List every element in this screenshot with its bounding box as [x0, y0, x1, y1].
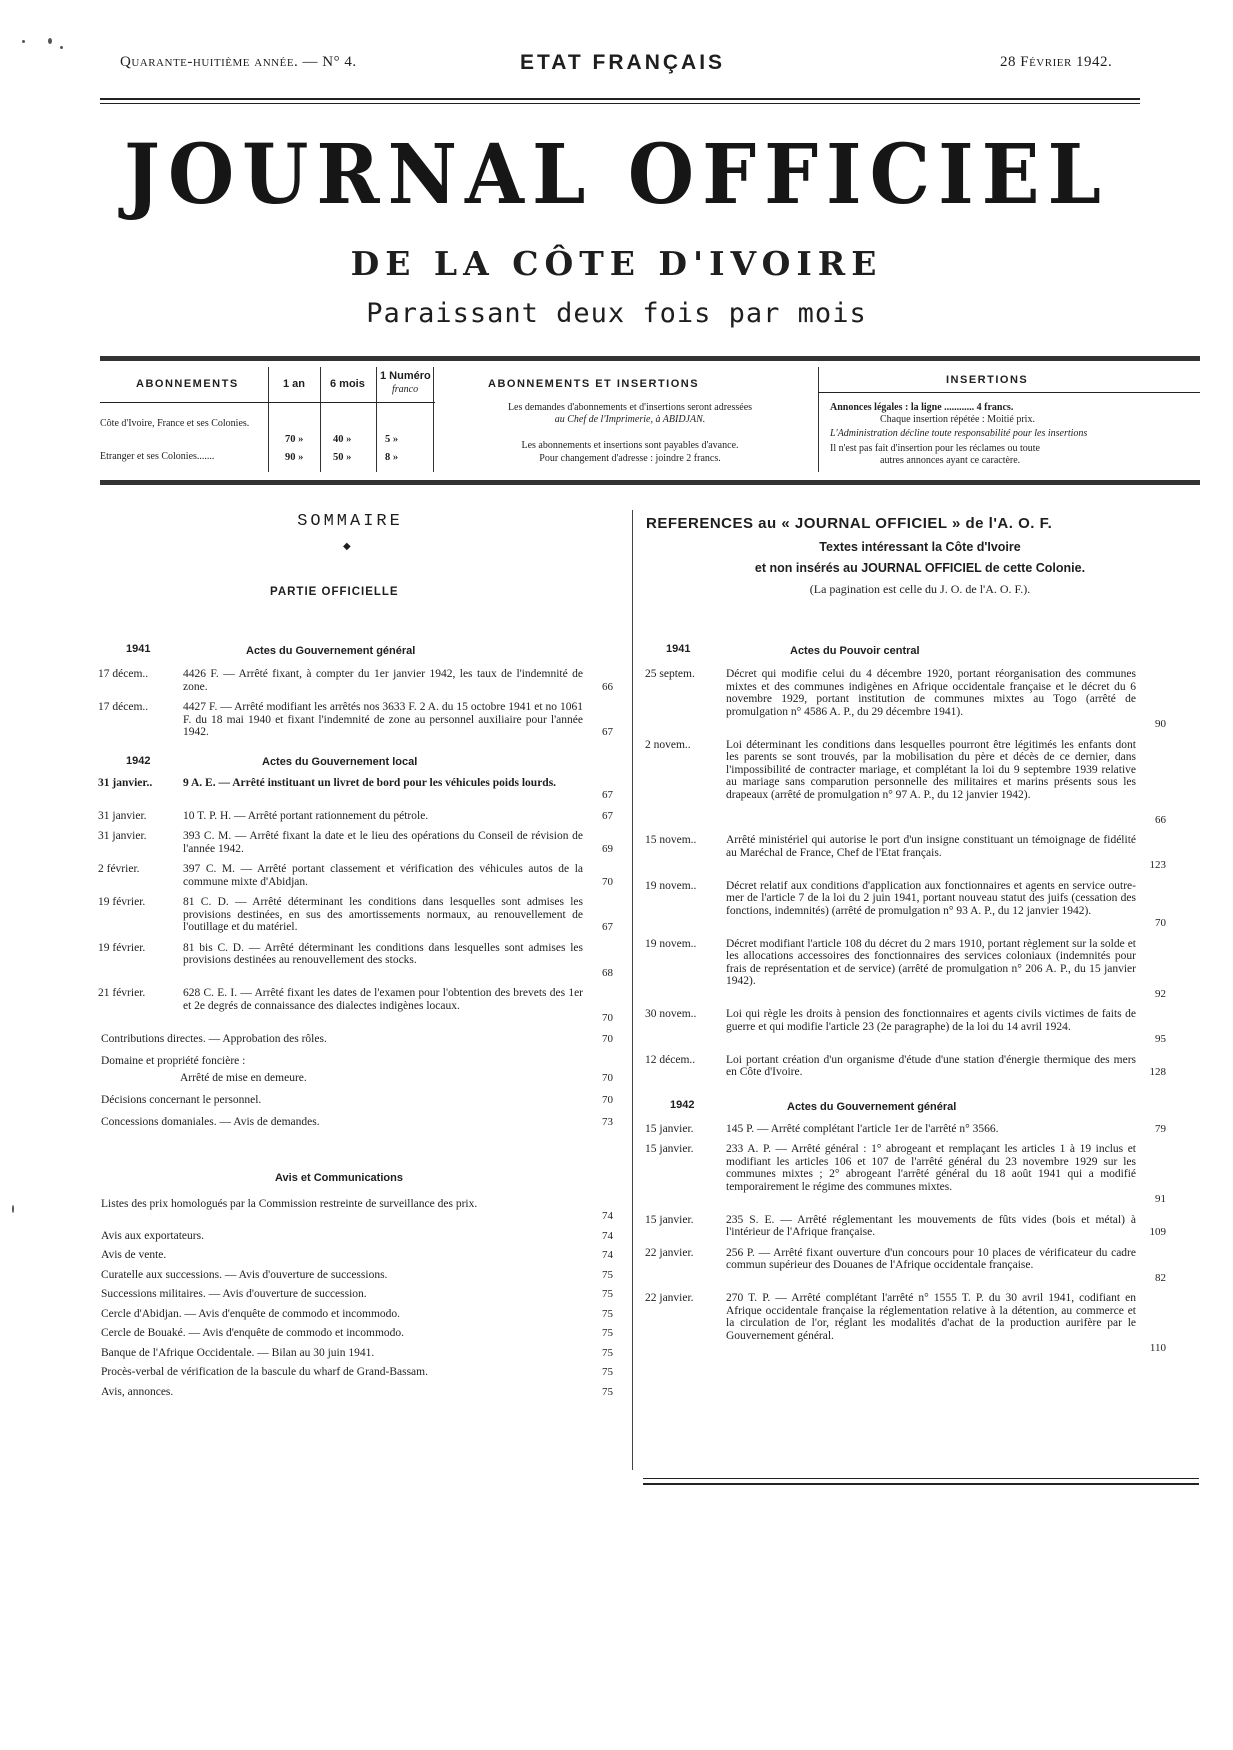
- entry-date: 31 janvier.: [98, 809, 147, 822]
- divider: [818, 367, 819, 472]
- entry-page: 67: [602, 921, 613, 933]
- entry-text: Cercle d'Abidjan. — Avis d'enquête de commodo et incommodo.: [101, 1307, 401, 1320]
- entry-date: 17 décem..: [98, 668, 149, 680]
- entry-page: 67: [602, 809, 613, 822]
- header-rule-thin: [100, 103, 1140, 104]
- entry-text: 4427 F. — Arrêté modifiant les arrêtés nos 3633 F. 2 A. du 15 octobre 1941 et no 1061 F. du 18 mai 1940 et fixant l'indemnité de zone au personnel auxiliaire pour l'année 1942.: [183, 701, 583, 738]
- ornament-icon: ◆: [343, 541, 351, 552]
- entry-text: 10 T. P. H. — Arrêté portant rationnement du pétrole.: [183, 809, 429, 822]
- issue-date: 28 Février 1942.: [1000, 54, 1113, 70]
- entry-text: 270 T. P. — Arrêté complétant l'arrêté n° 1555 T. P. du 30 avril 1941, codifiant en Afrique occidentale française la réglementation relative à la détention, au commerce et la circulation de l'or, réglant les modalités d'achat de la production aurifère par le Gouvernement général.: [726, 1292, 1136, 1342]
- scan-speck: [22, 40, 25, 43]
- entry-text: 4426 F. — Arrêté fixant, à compter du 1er janvier 1942, les taux de l'indemnité de zone.: [183, 668, 583, 693]
- entry-page: 90: [1155, 718, 1166, 730]
- partie-officielle: PARTIE OFFICIELLE: [270, 586, 399, 598]
- issue-number: Quarante-huitième année. — N° 4.: [120, 54, 357, 70]
- avis-title: Avis et Communications: [275, 1171, 403, 1184]
- entry-page: 69: [602, 842, 613, 855]
- section-year: 1942: [126, 754, 151, 767]
- entry-page: 75: [602, 1307, 613, 1320]
- entry-page: 74: [602, 1229, 613, 1242]
- sommaire-title: SOMMAIRE: [297, 512, 403, 531]
- entry-page: 92: [1155, 987, 1166, 1000]
- entry-page: 75: [602, 1327, 613, 1339]
- entry-page: 75: [602, 1366, 613, 1378]
- price-six-france: 40 »: [333, 434, 352, 445]
- price-issue-foreign: 8 »: [385, 452, 399, 463]
- insertions-header: INSERTIONS: [946, 374, 1029, 386]
- entry-text: Arrêté ministériel qui autorise le port d'un insigne constituant un témoignage de fidélité au Maréchal de France, Chef de l'Etat français.: [726, 834, 1136, 859]
- entry-page: 74: [602, 1210, 613, 1222]
- price-year-france: 70 »: [285, 434, 304, 445]
- box-bottom-rule: [100, 480, 1200, 485]
- references-sub3: (La pagination est celle du J. O. de l'A. O. F.).: [809, 582, 1031, 596]
- entry-date: 22 janvier.: [645, 1246, 694, 1259]
- entry-text: 393 C. M. — Arrêté fixant la date et le lieu des opérations du Conseil de révision de l'année 1942.: [183, 830, 583, 855]
- entry-page: 74: [602, 1249, 613, 1261]
- entry-text: Loi portant création d'un organisme d'étude d'une station d'énergie thermique des mers en Côte d'Ivoire.: [726, 1053, 1136, 1078]
- entry-page: 67: [602, 789, 613, 801]
- entry-date: 15 novem..: [645, 834, 697, 846]
- entry-date: 19 février.: [98, 941, 146, 954]
- col-issue: 1 Numéro: [380, 370, 431, 382]
- entry-text: 233 A. P. — Arrêté général : 1° abrogeant et remplaçant les articles 1 à 19 inclus et modifiant les articles 106 et 107 de l'arrêté général du 23 novembre 1929 sur les communes mixtes ; 2° abrogeant l'arrêté général du 18 août 1941 qui a modifié temporairement le régime des communes mixtes.: [726, 1143, 1136, 1193]
- header-rule: [100, 98, 1140, 100]
- insertions-line: L'Administration décline toute responsabilité pour les insertions: [830, 428, 1088, 439]
- entry-text: 235 S. E. — Arrêté réglementant les mouvements de fûts vides (bois et métal) à l'intérieur de l'Afrique française.: [726, 1213, 1136, 1238]
- box-inner-rule: [818, 392, 1200, 393]
- entry-date: 21 février.: [98, 987, 146, 999]
- entry-text: Loi déterminant les conditions dans lesquelles pourront être légitimés les enfants dont les parents se sont trouvés, par la mobilisation du père et décès de ce dernier, dans l'impossibilité de contracter mariage, et complétant la loi du 9 septembre 1939 relative au mariage sans comparution personnelle des militaires et marins présents sous les drapeaux (arrêté de promulgation n° 97 A. P., du 12 janvier 1942).: [726, 738, 1136, 801]
- entry-page: 70: [1155, 917, 1166, 929]
- entry-text: Avis, annonces.: [101, 1385, 174, 1398]
- entry-page: 66: [602, 680, 613, 693]
- bottom-rule-thick: [643, 1483, 1199, 1485]
- insertions-line: autres annonces ayant ce caractère.: [880, 455, 1021, 466]
- row-label-france: Côte d'Ivoire, France et ses Colonies.: [100, 418, 250, 429]
- entry-text: 9 A. E. — Arrêté instituant un livret de bord pour les véhicules poids lourds.: [183, 776, 557, 789]
- entry-page: 123: [1149, 859, 1166, 871]
- entry-text: Loi qui règle les droits à pension des fonctionnaires et agents civils victimes de faits de guerre et qui modifie l'article 23 (2e paragraphe) de la loi du 14 avril 1924.: [726, 1008, 1136, 1033]
- entry-date: 2 novem..: [645, 738, 691, 751]
- entry-page: 75: [602, 1268, 613, 1281]
- entry-page: 82: [1155, 1271, 1166, 1284]
- entry-page: 66: [1155, 813, 1166, 826]
- divider: [376, 367, 377, 472]
- row-label-foreign: Etranger et ses Colonies.......: [100, 451, 215, 462]
- references-title: REFERENCES au « JOURNAL OFFICIEL » de l'A. O. F.: [646, 515, 1053, 532]
- entry-date: 12 décem..: [645, 1053, 696, 1066]
- references-sub1: Textes intéressant la Côte d'Ivoire: [819, 540, 1021, 554]
- entry-page: 95: [1155, 1033, 1166, 1045]
- box-top-rule: [100, 356, 1200, 361]
- entry-text: 628 C. E. I. — Arrêté fixant les dates de l'examen pour l'obtention des brevets des 1er et 2e degrés de connaissance des dialectes indigènes locaux.: [183, 987, 583, 1012]
- entry-page: 67: [602, 726, 613, 738]
- entry-page: 70: [602, 1032, 613, 1045]
- entry-date: 25 septem.: [645, 668, 695, 680]
- section-title: Actes du Gouvernement général: [246, 645, 416, 657]
- entry-date: 19 novem..: [645, 937, 697, 950]
- middle-line: Pour changement d'adresse : joindre 2 francs.: [539, 453, 721, 464]
- middle-line: au Chef de l'Imprimerie, à ABIDJAN.: [554, 414, 706, 425]
- entry-text: Décret qui modifie celui du 4 décembre 1920, portant réorganisation des communes mixtes et des communes indigènes en Afrique occidentale française et le décret du 6 novembre 1929, portant institution de communes mixtes au Togo (arrêté de promulgation n° 4586 A. P., du 29 décembre 1941).: [726, 668, 1136, 718]
- entry-text: Curatelle aux successions. — Avis d'ouverture de successions.: [101, 1268, 388, 1281]
- divider: [433, 367, 434, 472]
- entry-page: 109: [1149, 1226, 1166, 1238]
- journal-subtitle: DE LA CÔTE D'IVOIRE: [350, 244, 883, 283]
- col-six-months: 6 mois: [330, 378, 365, 390]
- entry-text: Décret modifiant l'article 108 du décret du 2 mars 1910, portant règlement sur la solde et les allocations accessoires des fonctionnaires des services coloniaux (indemnités pour frais de représentation et de service) (arrêté de promulgation n° 206 A. P., du 15 janvier 1942).: [726, 937, 1136, 987]
- entry-text: 145 P. — Arrêté complétant l'article 1er de l'arrêté n° 3566.: [726, 1122, 999, 1135]
- col-year: 1 an: [283, 378, 306, 390]
- scan-speck: [48, 38, 52, 44]
- entry-date: 19 novem..: [645, 879, 697, 892]
- scan-speck: [12, 1205, 14, 1213]
- section-title: Actes du Pouvoir central: [790, 645, 920, 657]
- entry-text: Listes des prix homologués par la Commission restreinte de surveillance des prix.: [101, 1197, 478, 1210]
- journal-frequency: Paraissant deux fois par mois: [366, 298, 867, 329]
- section-title: Actes du Gouvernement local: [262, 755, 418, 768]
- entry-text: Arrêté de mise en demeure.: [180, 1071, 307, 1084]
- column-separator: [632, 510, 633, 1470]
- box-inner-rule: [100, 402, 435, 403]
- insertions-line: Chaque insertion répétée : Moitié prix.: [880, 414, 1035, 425]
- entry-text: Concessions domaniales. — Avis de demandes.: [101, 1115, 320, 1128]
- entry-page: 70: [602, 875, 613, 888]
- entry-page: 110: [1149, 1342, 1166, 1354]
- entry-page: 75: [602, 1288, 613, 1300]
- entry-page: 75: [602, 1346, 613, 1359]
- state-label: ETAT FRANÇAIS: [520, 51, 726, 74]
- entry-date: 17 décem..: [98, 701, 149, 713]
- section-title: Actes du Gouvernement général: [787, 1100, 957, 1113]
- section-year: 1942: [670, 1098, 695, 1111]
- entry-page: 70: [602, 1093, 613, 1106]
- entry-date: 31 janvier.: [98, 830, 147, 842]
- col-issue-unit: franco: [392, 384, 419, 395]
- entry-date: 2 février.: [98, 863, 140, 875]
- entry-text: Procès-verbal de vérification de la bascule du wharf de Grand-Bassam.: [101, 1366, 428, 1378]
- entry-date: 15 janvier.: [645, 1143, 694, 1155]
- entry-date: 22 janvier.: [645, 1292, 694, 1304]
- entry-page: 128: [1149, 1066, 1166, 1078]
- entry-page: 70: [602, 1071, 613, 1084]
- middle-header: ABONNEMENTS ET INSERTIONS: [488, 378, 700, 390]
- price-six-foreign: 50 »: [333, 452, 352, 463]
- entry-text: 256 P. — Arrêté fixant ouverture d'un concours pour 10 places de vérificateur du cadre commun supérieur des Douanes de l'Afrique occidentale française.: [726, 1246, 1136, 1271]
- entry-text: 81 C. D. — Arrêté déterminant les conditions dans lesquelles sont admises les provisions destinées, en sus des amortissements normaux, au renouvellement de l'outillage et du matériel.: [183, 896, 583, 933]
- divider: [268, 367, 269, 472]
- entry-date: 19 février.: [98, 896, 146, 908]
- entry-text: Successions militaires. — Avis d'ouverture de succession.: [101, 1288, 367, 1300]
- entry-text: 81 bis C. D. — Arrêté déterminant les conditions dans lesquelles sont admises les provisions destinées au renouvellement des stocks.: [183, 941, 583, 966]
- insertions-line: Annonces légales : la ligne ............ 4 francs.: [830, 402, 1014, 413]
- insertions-line: Il n'est pas fait d'insertion pour les réclames ou toute: [830, 443, 1040, 454]
- entry-page: 79: [1155, 1122, 1166, 1135]
- section-year: 1941: [666, 643, 691, 655]
- entry-text: Décret relatif aux conditions d'application aux fonctionnaires et agents en service outre-mer de l'article 7 de la loi du 2 juin 1941, portant nouveau statut des juifs (cessation des fonctions, indemnités) (arrêté de promulgation n° 93 A. P., du 12 janvier 1942).: [726, 879, 1136, 917]
- entry-text: Cercle de Bouaké. — Avis d'enquête de commodo et incommodo.: [101, 1327, 405, 1339]
- journal-title: JOURNAL OFFICIEL: [123, 126, 1109, 223]
- entry-date: 15 janvier.: [645, 1122, 694, 1135]
- subscriptions-header: ABONNEMENTS: [136, 378, 239, 390]
- middle-line: Les demandes d'abonnements et d'insertions seront adressées: [507, 402, 753, 413]
- price-year-foreign: 90 »: [285, 452, 304, 463]
- entry-page: 68: [602, 966, 613, 979]
- divider: [320, 367, 321, 472]
- entry-page: 75: [602, 1385, 613, 1398]
- entry-page: 70: [602, 1012, 613, 1024]
- section-year: 1941: [126, 643, 151, 655]
- entry-page: 73: [602, 1115, 613, 1128]
- bottom-rule: [643, 1478, 1199, 1479]
- entry-text: Contributions directes. — Approbation des rôles.: [101, 1032, 327, 1045]
- references-sub2: et non insérés au JOURNAL OFFICIEL de cette Colonie.: [754, 561, 1086, 575]
- price-issue-france: 5 »: [385, 434, 399, 445]
- entry-text: Avis de vente.: [101, 1249, 167, 1261]
- entry-page: 91: [1155, 1193, 1166, 1205]
- middle-line: Les abonnements et insertions sont payables d'avance.: [521, 440, 739, 451]
- entry-text: Banque de l'Afrique Occidentale. — Bilan au 30 juin 1941.: [101, 1346, 375, 1359]
- entry-date: 30 novem..: [645, 1008, 697, 1020]
- entry-text: Décisions concernant le personnel.: [101, 1093, 262, 1106]
- entry-text: 397 C. M. — Arrêté portant classement et vérification des véhicules autos de la commune mixte d'Abidjan.: [183, 863, 583, 888]
- scan-speck: [60, 46, 63, 49]
- entry-text: Avis aux exportateurs.: [101, 1229, 204, 1242]
- entry-date: 31 janvier..: [98, 776, 153, 789]
- entry-text: Domaine et propriété foncière :: [101, 1054, 246, 1067]
- entry-date: 15 janvier.: [645, 1213, 694, 1226]
